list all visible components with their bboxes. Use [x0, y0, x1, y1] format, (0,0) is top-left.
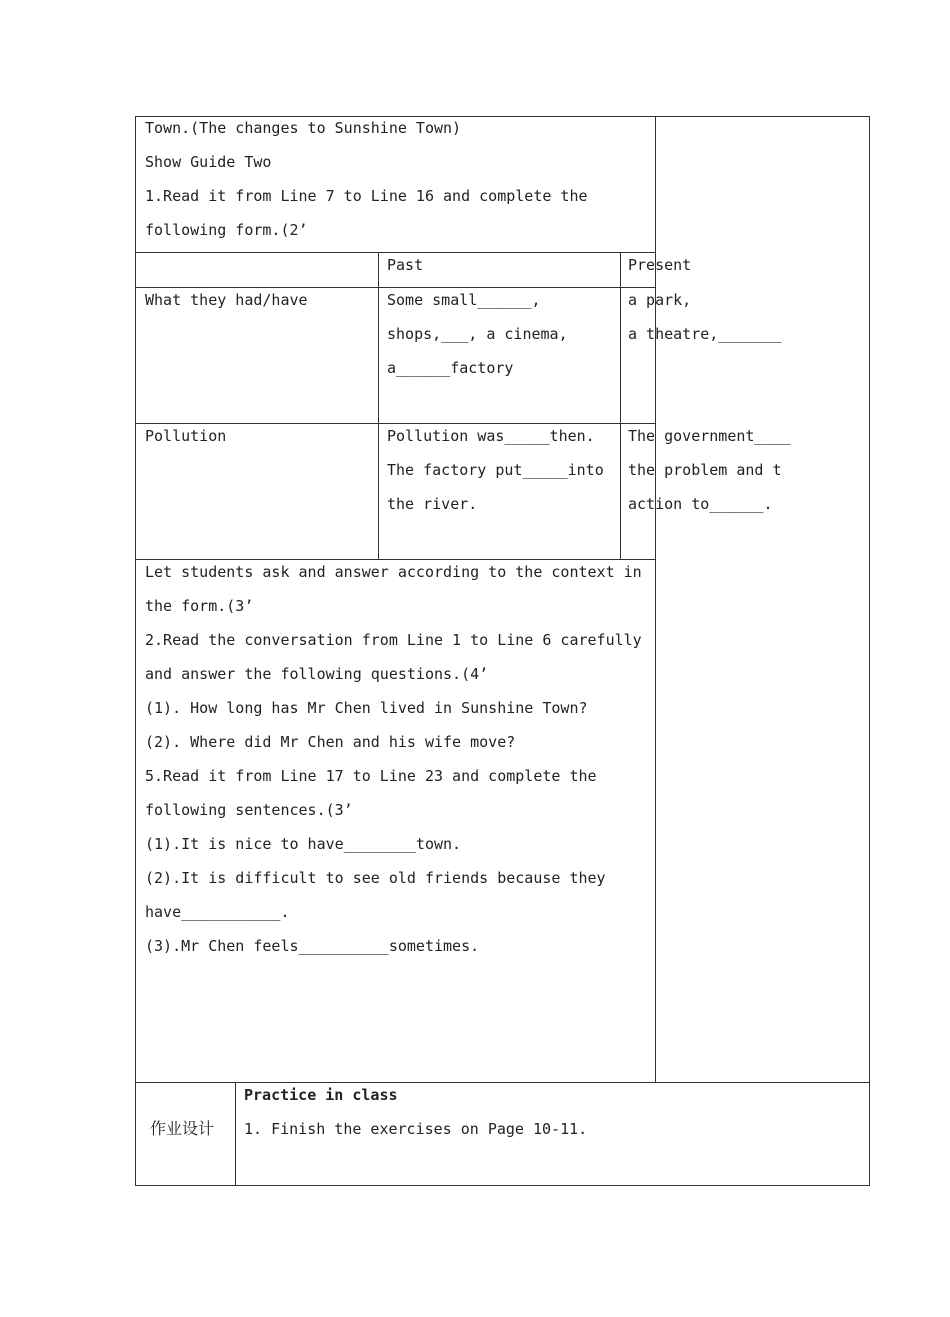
- row-past-text: a______factory: [387, 359, 514, 377]
- question-line: (2). Where did Mr Chen and his wife move?: [145, 733, 516, 751]
- row-label: Pollution: [145, 427, 227, 445]
- row-present-text: a park,: [628, 291, 692, 309]
- question-line: (3).Mr Chen feels__________sometimes.: [145, 937, 480, 955]
- row-present-text: The government____: [628, 427, 791, 445]
- question-line: and answer the following questions.(4’: [145, 665, 489, 683]
- question-line: have___________.: [145, 903, 290, 921]
- row-past-text: The factory put_____into: [387, 461, 604, 479]
- row-present-text: a theatre,_______: [628, 325, 782, 343]
- question-line: (2).It is difficult to see old friends because they: [145, 869, 606, 887]
- question-line: (1). How long has Mr Chen lived in Sunshine Town?: [145, 699, 588, 717]
- row-past-text: the river.: [387, 495, 478, 513]
- row-past-text: Pollution was_____then.: [387, 427, 595, 445]
- intro-line: following form.(2’: [145, 221, 308, 239]
- homework-label: 作业设计: [150, 1119, 215, 1138]
- question-line: 2.Read the conversation from Line 1 to Line 6 carefully: [145, 631, 642, 649]
- question-line: Let students ask and answer according to the context in: [145, 563, 642, 581]
- header-past: Past: [387, 256, 424, 274]
- row-past-text: Some small______,: [387, 291, 541, 309]
- question-line: (1).It is nice to have________town.: [145, 835, 462, 853]
- intro-line: Show Guide Two: [145, 153, 272, 171]
- question-line: the form.(3’: [145, 597, 254, 615]
- question-line: 5.Read it from Line 17 to Line 23 and complete the: [145, 767, 597, 785]
- intro-line: Town.(The changes to Sunshine Town): [145, 119, 462, 137]
- header-present: Present: [628, 256, 692, 274]
- row-present-text: the problem and t: [628, 461, 782, 479]
- row-label: What they had/have: [145, 291, 308, 309]
- homework-title: Practice in class: [244, 1086, 398, 1104]
- intro-line: 1.Read it from Line 7 to Line 16 and complete the: [145, 187, 588, 205]
- homework-item: 1. Finish the exercises on Page 10-11.: [244, 1120, 588, 1138]
- row-past-text: shops,___, a cinema,: [387, 325, 568, 343]
- question-line: following sentences.(3’: [145, 801, 353, 819]
- row-present-text: action to______.: [628, 495, 773, 513]
